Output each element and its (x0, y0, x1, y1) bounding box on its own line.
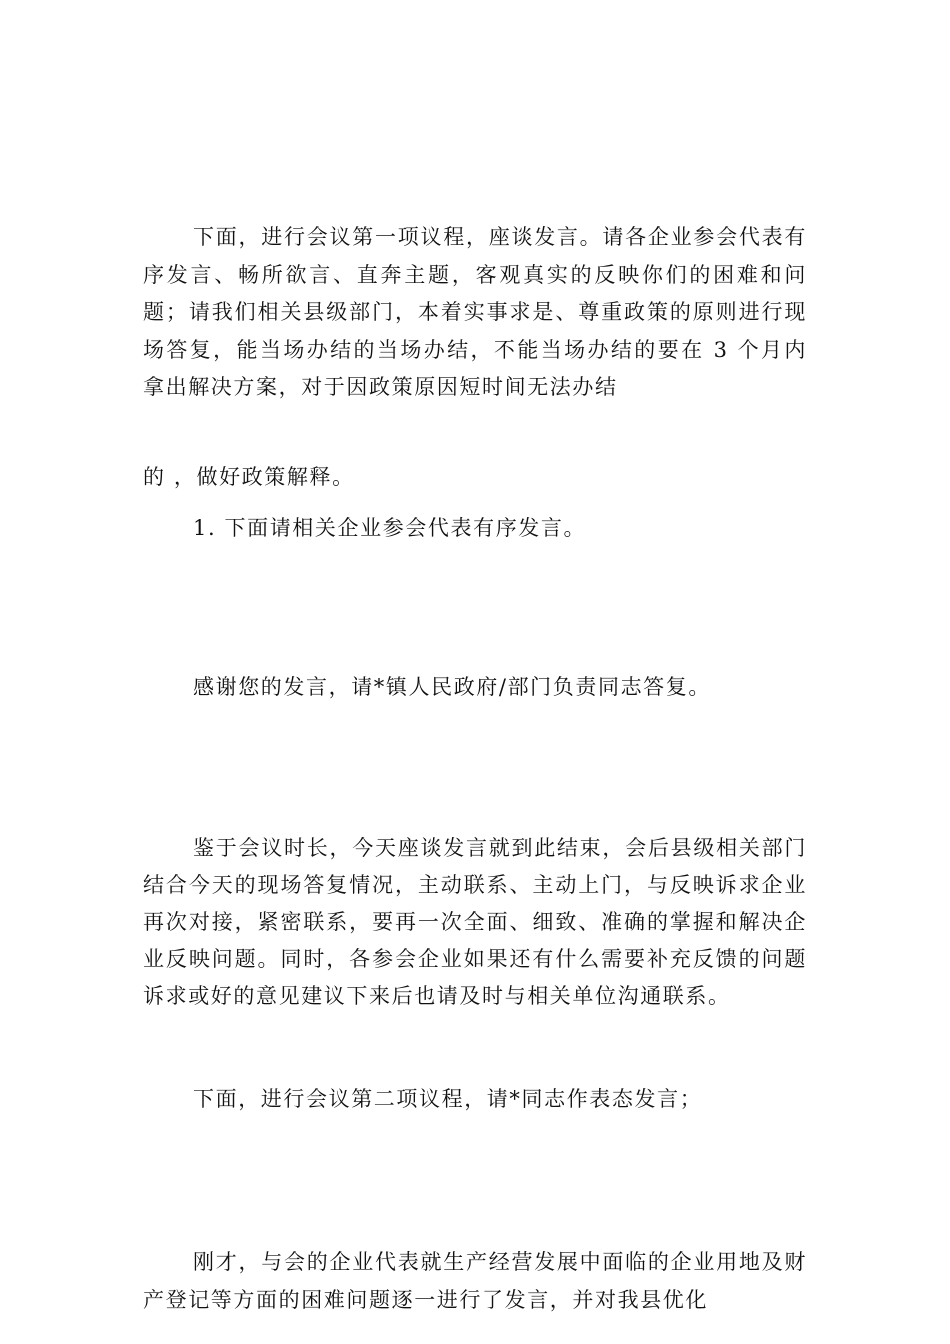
paragraph-conclusion: 鉴于会议时长，今天座谈发言就到此结束，会后县级相关部门结合今天的现场答复情况，主动联系、主动上门，与反映诉求企业再次对接，紧密联系，要再一次全面、细致、准确的掌握和解决企业反映问题。同时，各参会企业如果还有什么需要补充反馈的问题诉求或好的意见建议下来后也请及时与相关单位沟通联系。 (143, 836, 807, 1008)
paragraph-thanks: 感谢您的发言，请*镇人民政府/部门负责同志答复。 (193, 675, 711, 699)
paragraph-agenda-one-cont: 的 ，做好政策解释。 (143, 465, 355, 489)
paragraph-summary: 刚才，与会的企业代表就生产经营发展中面临的企业用地及财产登记等方面的困难问题逐一进行了发言，并对我县优化 (143, 1250, 807, 1312)
paragraph-agenda-one: 下面，进行会议第一项议程，座谈发言。请各企业参会代表有序发言、畅所欲言、直奔主题，客观真实的反映你们的困难和问题；请我们相关县级部门，本着实事求是、尊重政策的原则进行现场答复，能当场办结的当场办结，不能当场办结的要在 3 个月内拿出解决方案，对于因政策原因短时间无法办结 (143, 225, 807, 399)
paragraph-speech-call: 1. 下面请相关企业参会代表有序发言。 (193, 516, 587, 540)
paragraph-agenda-two: 下面，进行会议第二项议程，请*同志作表态发言； (193, 1087, 703, 1111)
